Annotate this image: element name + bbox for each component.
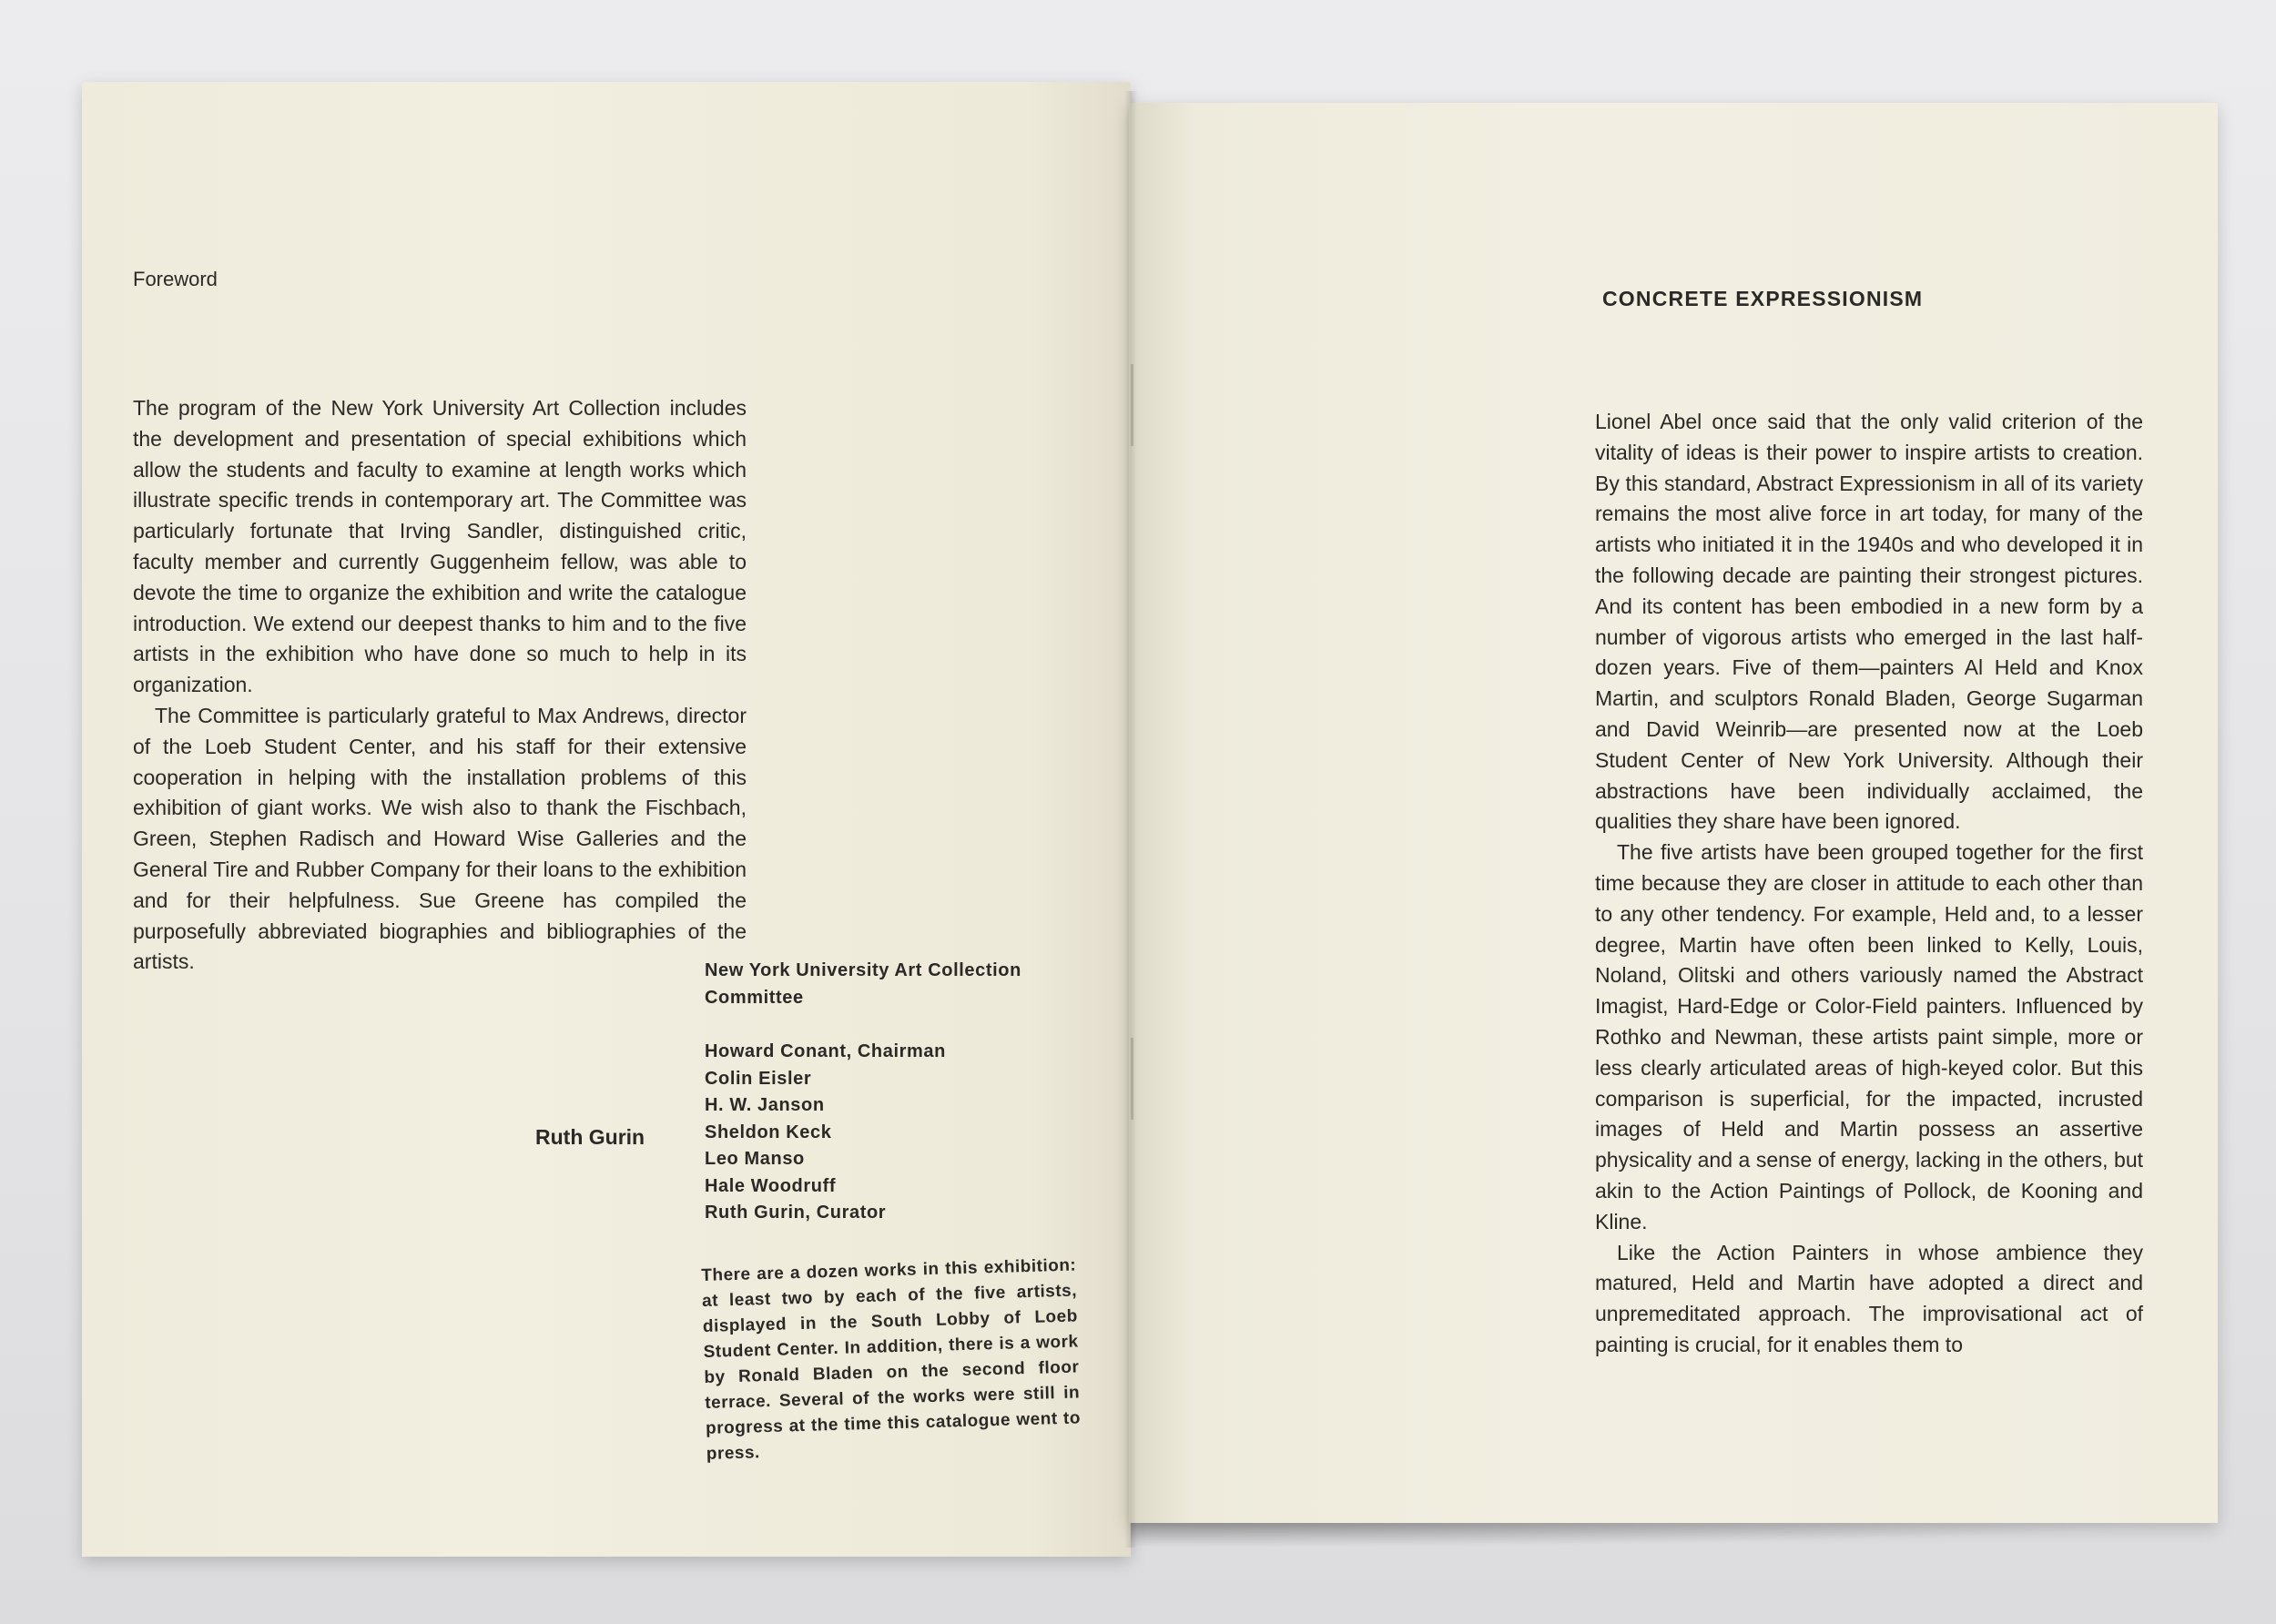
spacer <box>705 1011 1021 1039</box>
committee-member: Howard Conant, Chairman <box>705 1041 946 1061</box>
committee-member: Ruth Gurin, Curator <box>705 1203 887 1223</box>
essay-paragraph: Lionel Abel once said that the only valid criterion of the vitality of ideas is their power to inspire artists to creation. By this standard, Abstract Expressionism in all of its variety remains the most alive force in art today, for many of the artists who initiated it in the 1940s and who developed it in the following decade are painting their strongest pictures. And its content has been embodied in a new form by a number of vigorous artists who emerged in the last half-dozen years. Five of them—painters Al Held and Knox Martin, and sculptors Ronald Bladen, George Sugarman and David Weinrib—are presented now at the Loeb Student Center of New York University. Although their abstractions have been individually acclaimed, the qualities they share have been ignored. <box>1595 410 2143 834</box>
committee-member: Leo Manso <box>705 1149 805 1169</box>
essay-body <box>1595 407 2143 1361</box>
committee-list <box>705 958 1021 1227</box>
essay-paragraph: Like the Action Painters in whose ambience they matured, Held and Martin have adopted a direct and unpremeditated approach. The improvisational act of painting is crucial, for it enables them to <box>1595 1240 2143 1356</box>
right-page <box>1129 103 2218 1523</box>
foreword-body <box>133 393 747 978</box>
foreword-paragraph: The Committee is particularly grateful to Max Andrews, director of the Loeb Student Center, and his staff for their extensive cooperation in helping with the installation problems of this exhibition of giant works. We wish also to thank the Fischbach, Green, Stephen Radisch and Howard Wise Galleries and the General Tire and Rubber Company for their loans to the exhibition and for their helpfulness. Sue Greene has compiled the purposefully abbreviated biographies and bibliographies of the artists. <box>133 703 747 974</box>
staple <box>1131 364 1133 446</box>
committee-member: H. W. Janson <box>705 1095 825 1115</box>
foreword-heading: Foreword <box>133 268 218 290</box>
spine-fold <box>1124 91 1137 1548</box>
committee-member: Colin Eisler <box>705 1068 812 1089</box>
committee-member: Sheldon Keck <box>705 1122 832 1142</box>
essay-paragraph: The five artists have been grouped together for the first time because they are closer in attitude to each other than to any other tendency. For example, Held and, to a lesser degree, Martin have often been linked to Kelly, Louis, Noland, Olitski and others variously named the Abstract Imagist, Hard-Edge or Color-Field painters. Influenced by Rothko and Newman, these artists paint simple, more or less clearly articulated areas of high-keyed color. But this comparison is superficial, for the impacted, incrusted images of Held and Martin possess an assertive physicality and a sense of energy, lacking in the others, but akin to the Action Paintings of Pollock, de Kooning and Kline. <box>1595 840 2143 1233</box>
committee-title: New York University Art Collection <box>705 960 1021 980</box>
signature: Ruth Gurin <box>535 1125 645 1149</box>
staple <box>1131 1038 1133 1120</box>
committee-member: Hale Woodruff <box>705 1175 837 1196</box>
foreword-paragraph: The program of the New York University Art Collection includes the development and presentation of special exhibitions which allow the students and faculty to examine at length works which illustrate specific trends in contemporary art. The Committee was particularly fortunate that Irving Sandler, distinguished critic, faculty member and currently Guggenheim fellow, was able to devote the time to organize the exhibition and write the catalogue introduction. We extend our deepest thanks to him and to the five artists in the exhibition who have done so much to help in its organization. <box>133 396 747 697</box>
left-page <box>82 82 1131 1557</box>
committee-title: Committee <box>705 987 804 1008</box>
essay-title: CONCRETE EXPRESSIONISM <box>1602 287 1924 310</box>
exhibition-note: There are a dozen works in this exhibition: at least two by each of the five artists, displayed in the South Lobby of Loeb Student Center. In addition, there is a work by Ronald Bladen on the second floor terrace. Several of the works were still in progress at the time this catalogue went to press. <box>701 1255 1082 1464</box>
